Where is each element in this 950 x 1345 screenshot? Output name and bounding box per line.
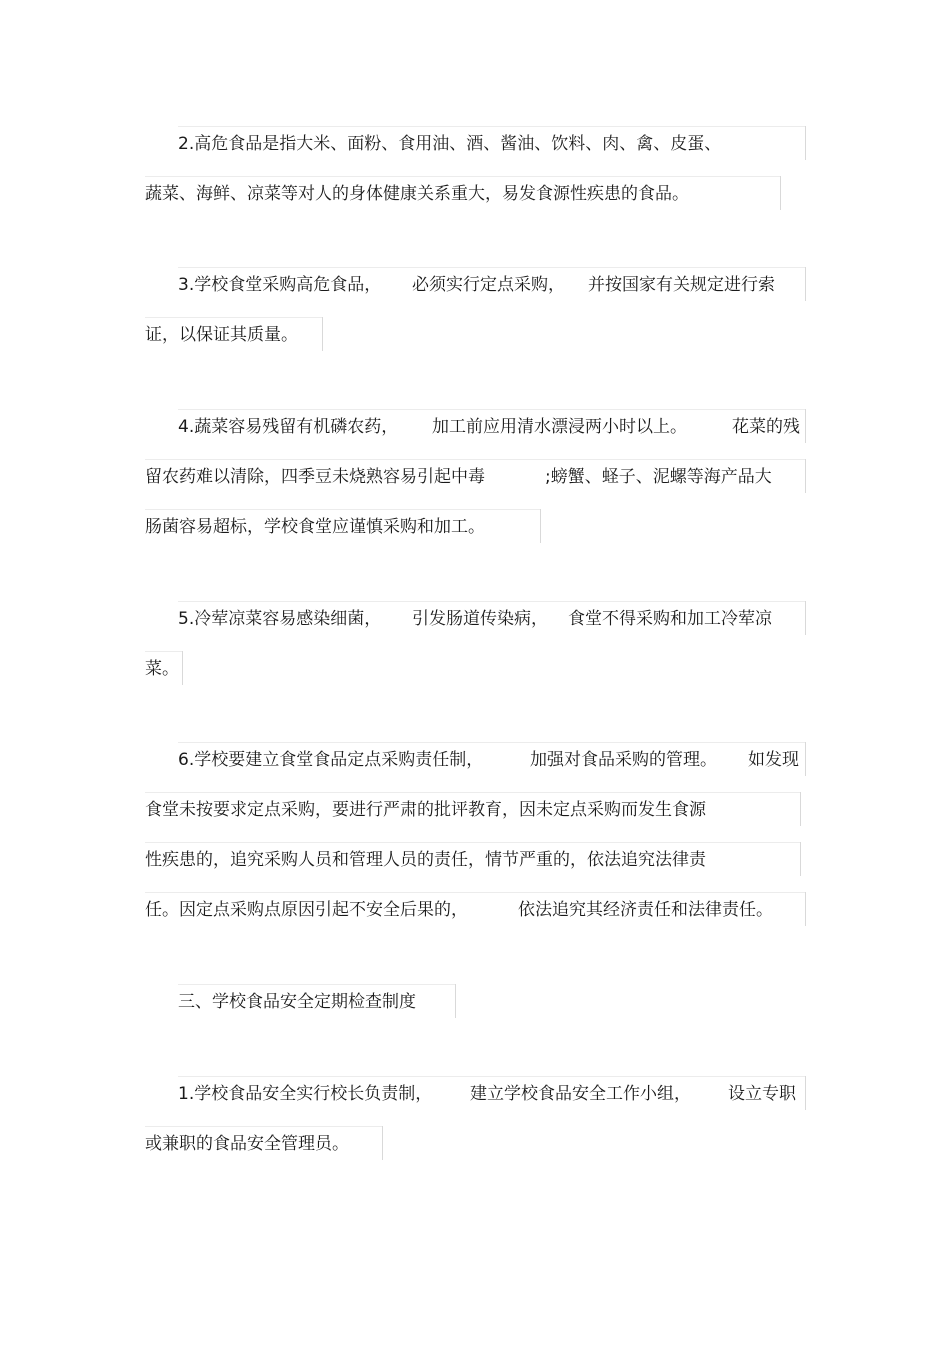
- text-segment: 证，以保证其质量。: [145, 325, 298, 345]
- line-box-edge: [805, 459, 806, 493]
- text-segment: 花菜的残: [732, 417, 800, 437]
- line-box-edge: [805, 267, 806, 301]
- text-segment: 1.学校食品安全实行校长负责制，: [178, 1084, 433, 1104]
- text-segment: 2.高危食品是指大米、面粉、食用油、酒、酱油、饮料、肉、禽、皮蛋、: [178, 134, 722, 154]
- text-segment: 留农药难以清除，四季豆未烧熟容易引起中毒: [145, 467, 485, 487]
- line-box-edge: [800, 842, 801, 876]
- line-box-edge: [780, 176, 781, 210]
- text-segment: 3.学校食堂采购高危食品，: [178, 275, 382, 295]
- text-segment: 如发现: [748, 750, 799, 770]
- text-segment: 食堂未按要求定点采购，要进行严肃的批评教育，因未定点采购而发生食源: [145, 800, 706, 820]
- text-segment: 任。因定点采购点原因引起不安全后果的，: [145, 900, 468, 920]
- text-segment: 5.冷荤凉菜容易感染细菌，: [178, 609, 382, 629]
- line-box-edge: [805, 892, 806, 926]
- line-box-top: [145, 792, 800, 793]
- text-segment: 必须实行定点采购，: [412, 275, 565, 295]
- line-box-edge: [455, 984, 456, 1018]
- line-box-top: [178, 1076, 805, 1077]
- line-box-top: [145, 1126, 382, 1127]
- line-box-top: [145, 651, 182, 652]
- text-segment: 加工前应用清水漂浸两小时以上。: [432, 417, 687, 437]
- line-box-edge: [382, 1126, 383, 1160]
- text-segment: 食堂不得采购和加工冷荤凉: [568, 609, 772, 629]
- text-segment: 设立专职: [728, 1084, 796, 1104]
- line-box-edge: [805, 601, 806, 635]
- text-segment: ;螃蟹、蛏子、泥螺等海产品大: [545, 467, 772, 487]
- text-segment: 建立学校食品安全工作小组，: [470, 1084, 691, 1104]
- line-box-top: [145, 842, 800, 843]
- line-box-top: [145, 459, 805, 460]
- line-box-edge: [805, 409, 806, 443]
- line-box-top: [178, 409, 805, 410]
- line-box-edge: [805, 126, 806, 160]
- line-box-top: [178, 267, 805, 268]
- text-segment: 菜。: [145, 659, 179, 679]
- line-box-edge: [800, 792, 801, 826]
- text-segment: 并按国家有关规定进行索: [588, 275, 775, 295]
- text-segment: 加强对食品采购的管理。: [530, 750, 717, 770]
- line-box-top: [145, 317, 322, 318]
- text-segment: 肠菌容易超标，学校食堂应谨慎采购和加工。: [145, 517, 485, 537]
- line-box-top: [178, 126, 805, 127]
- line-box-top: [145, 892, 805, 893]
- line-box-top: [178, 601, 805, 602]
- line-box-edge: [540, 509, 541, 543]
- text-segment: 性疾患的，追究采购人员和管理人员的责任，情节严重的，依法追究法律责: [145, 850, 706, 870]
- text-segment: 或兼职的食品安全管理员。: [145, 1134, 349, 1154]
- line-box-top: [145, 509, 540, 510]
- text-segment: 4.蔬菜容易残留有机磷农药，: [178, 417, 399, 437]
- line-box-edge: [805, 1076, 806, 1110]
- text-segment: 引发肠道传染病，: [412, 609, 548, 629]
- text-segment: 6.学校要建立食堂食品定点采购责任制，: [178, 750, 484, 770]
- text-segment: 依法追究其经济责任和法律责任。: [518, 900, 773, 920]
- text-segment: 三、学校食品安全定期检查制度: [178, 992, 416, 1012]
- line-box-edge: [322, 317, 323, 351]
- line-box-edge: [182, 651, 183, 685]
- text-segment: 蔬菜、海鲜、凉菜等对人的身体健康关系重大，易发食源性疾患的食品。: [145, 184, 689, 204]
- line-box-edge: [805, 742, 806, 776]
- line-box-top: [178, 742, 805, 743]
- line-box-top: [178, 984, 455, 985]
- line-box-top: [145, 176, 780, 177]
